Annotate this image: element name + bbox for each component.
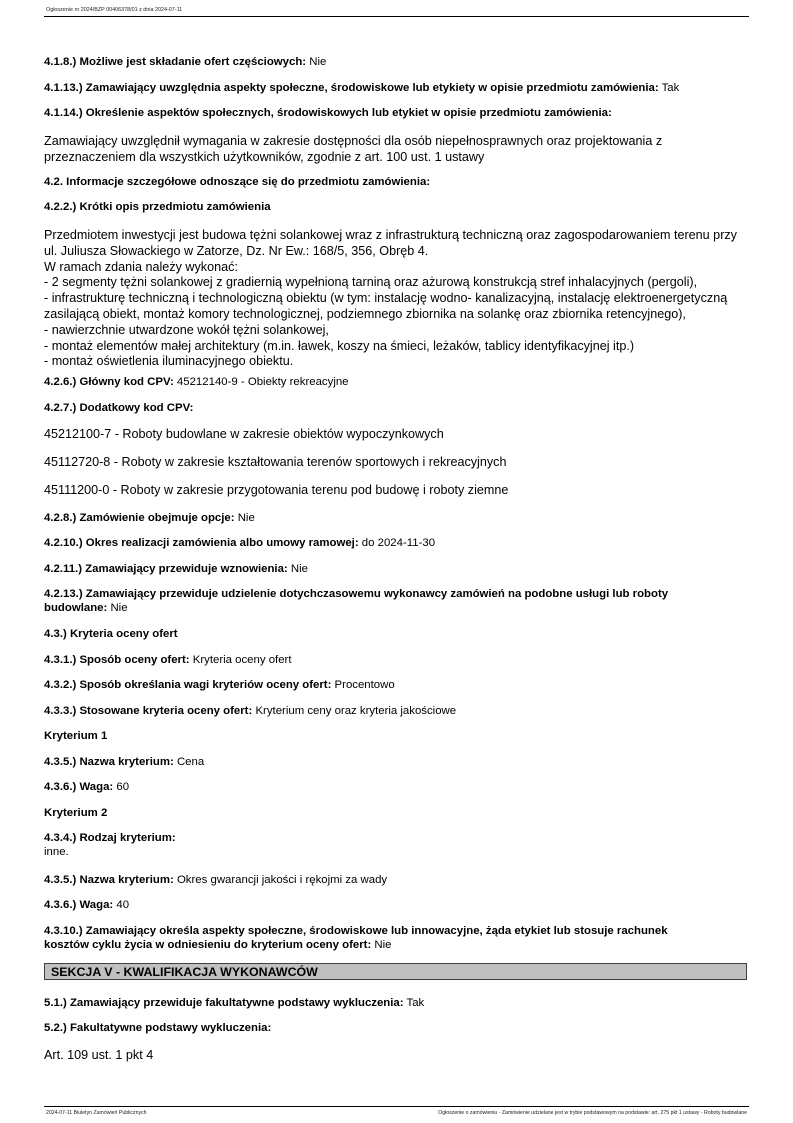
page-header [44,0,749,17]
field-social-aspects: 4.1.13.) Zamawiający uwzględnia aspekty społeczne, środowiskowe lub etykiety w opisie przedmiotu zamówienia: Tak [44,82,680,94]
criteria-heading: 4.3.) Kryteria oceny ofert [44,628,178,640]
field-partial-offers: 4.1.8.) Możliwe jest składanie ofert częściowych: Nie [44,56,327,68]
short-description-text: Przedmiotem inwestycji jest budowa tężni solankowej wraz z infrastrukturą techniczną oraz zagospodarowaniem terenu przy ul. Juliusza Słowackiego w Zatorze, Dz. Nr Ew.: 168/5, 356, Obręb 4. W ramach zdania należy wykonać: - 2 segmenty tężni solankowej z gradiernią wypełnioną tarniną oraz ażurową konstrukcją stref inhalacyjnych (pergoli), - infrastrukturę techniczną i technologiczną obiektu (w tym: instalację wodno- kanalizacyjną, instalację elektroenergetyczną zasilającą obiekt, montaż komory technologicznej, podziemnego zbiornika na solankę oraz zbiornika retencyjnego), - nawierzchnie utwardzone wokół tężni solankowej, - montaż elementów małej architektury (m.in. ławek, koszy na śmieci, leżaków, tablicy identyfikacyjnej itp.) - montaż oświetlenia iluminacyjnego obiektu. [44,228,737,369]
criterion-1-weight: 4.3.6.) Waga: 60 [44,781,130,793]
criterion-2-name: 4.3.5.) Nazwa kryterium: Okres gwarancji jakości i rękojmi za wady [44,874,388,886]
criterion-2-weight: 4.3.6.) Waga: 40 [44,899,130,911]
field-additional-cpv-heading: 4.2.7.) Dodatkowy kod CPV: [44,402,194,414]
criterion-1-heading: Kryterium 1 [44,730,108,742]
field-main-cpv: 4.2.6.) Główny kod CPV: 45212140-9 - Obiekty rekreacyjne [44,376,349,388]
field-evaluation-method: 4.3.1.) Sposób oceny ofert: Kryteria oceny ofert [44,654,292,666]
cpv-item: 45112720-8 - Roboty w zakresie kształtowania terenów sportowych i rekreacyjnych [44,455,507,469]
field-optional-exclusion: 5.1.) Zamawiający przewiduje fakultatywne podstawy wykluczenia: Tak [44,997,425,1009]
field-aspects-description-heading: 4.1.14.) Określenie aspektów społecznych, środowiskowych lub etykiet w opisie przedmiotu zamówienia: [44,107,612,119]
short-description-heading: 4.2.2.) Krótki opis przedmiotu zamówienia [44,201,271,213]
section-v-title: SEKCJA V - KWALIFIKACJA WYKONAWCÓW [51,965,318,979]
section-4-2-heading: 4.2. Informacje szczegółowe odnoszące się do przedmiotu zamówienia: [44,176,431,188]
criterion-2-heading: Kryterium 2 [44,807,108,819]
criterion-1-name: 4.3.5.) Nazwa kryterium: Cena [44,756,205,768]
aspects-description-text: Zamawiający uwzględnił wymagania w zakresie dostępności dla osób niepełnosprawnych oraz projektowania z przeznaczeniem dla wszystkich użytkowników, zgodnie z art. 100 ust. 1 ustawy [44,134,663,164]
field-options: 4.2.8.) Zamówienie obejmuje opcje: Nie [44,512,255,524]
field-applied-criteria: 4.3.3.) Stosowane kryteria oceny ofert: Kryterium ceny oraz kryteria jakościowe [44,705,457,717]
cpv-item: 45111200-0 - Roboty w zakresie przygotowania terenu pod budowę i roboty ziemne [44,483,509,497]
field-exclusion-grounds-heading: 5.2.) Fakultatywne podstawy wykluczenia: [44,1022,272,1034]
field-lifecycle-costs: 4.3.10.) Zamawiający określa aspekty społeczne, środowiskowe lub innowacyjne, żąda etykiet lub stosuje rachunek kosztów cyklu życia w odniesieniu do kryterium oceny ofert: Nie [44,925,668,951]
footer-right: Ogłoszenie o zamówieniu - Zamówienie udzielane jest w trybie podstawowym na podstawie: art. 275 pkt 1 ustawy - Roboty budowlane [438,1110,747,1116]
field-renewals: 4.2.11.) Zamawiający przewiduje wznowienia: Nie [44,563,308,575]
section-v-header [44,963,747,980]
footer-left: 2024-07-11 Biuletyn Zamówień Publicznych [46,1110,147,1116]
field-realization-period: 4.2.10.) Okres realizacji zamówienia albo umowy ramowej: do 2024-11-30 [44,537,436,549]
cpv-item: 45212100-7 - Roboty budowlane w zakresie obiektów wypoczynkowych [44,427,444,441]
notice-number: Ogłoszenie nr 2024/BZP 00406378/01 z dnia 2024-07-11 [46,7,183,13]
field-weight-method: 4.3.2.) Sposób określania wagi kryteriów oceny ofert: Procentowo [44,679,395,691]
criterion-2-type: 4.3.4.) Rodzaj kryterium: inne. [44,832,176,858]
page-footer [44,1106,749,1123]
exclusion-grounds-text: Art. 109 ust. 1 pkt 4 [44,1048,154,1062]
field-similar-orders: 4.2.13.) Zamawiający przewiduje udzielenie dotychczasowemu wykonawcy zamówień na podobne usługi lub roboty budowlane: Nie [44,588,669,614]
